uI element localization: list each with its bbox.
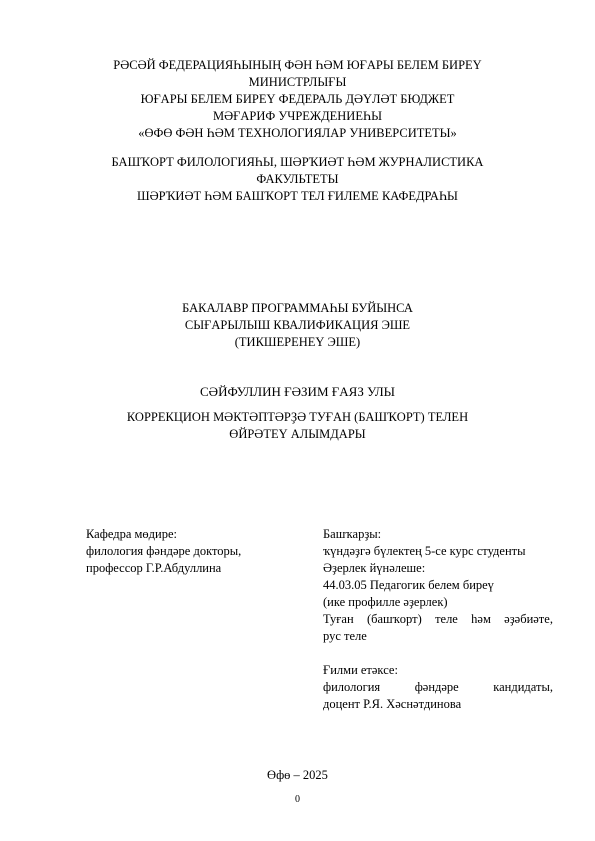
thesis-topic (60, 409, 535, 443)
faculty-line: ШӘРҠИӘТ ҺӘМ БАШҠОРТ ТЕЛ ҒИЛЕМЕ КАФЕДРАҺЫ (137, 189, 458, 203)
work-type-line: СЫҒАРЫЛЫШ КВАЛИФИКАЦИЯ ЭШЕ (184, 318, 411, 332)
ministry-header (60, 57, 535, 142)
topic-line: КОРРЕКЦИОН МӘКТӘПТӘРҘӘ ТУҒАН (БАШҠОРТ) ТЕЛЕН (126, 410, 469, 424)
head-label: Кафедра мөдире: (86, 527, 177, 541)
supervisor-label: Ғилми етәксе: (323, 663, 398, 677)
faculty-header (60, 154, 535, 205)
work-type-line: БАКАЛАВР ПРОГРАММАҺЫ БУЙЫНСА (182, 301, 413, 315)
direction-label: Әҙерлек йүнәлеше: (323, 561, 426, 575)
header-line: «ӨФӨ ФӘН ҺӘМ ТЕХНОЛОГИЯЛАР УНИВЕРСИТЕТЫ» (138, 126, 457, 140)
supervisor-name: доцент Р.Я. Хәснәтдинова (323, 697, 462, 711)
header-line: РӘСӘЙ ФЕДЕРАЦИЯҺЫНЫҢ ФӘН ҺӘМ ЮҒАРЫ БЕЛЕМ БИРЕҮ (113, 58, 482, 72)
city-year: Өфө – 2025 (267, 768, 328, 782)
direction-code: 44.03.05 Педагогик белем биреү (323, 578, 494, 592)
supervisor-degree: филология фәндәре кандидаты, (323, 680, 553, 694)
topic-line: ӨЙРӘТЕҮ АЛЫМДАРЫ (229, 427, 366, 441)
department-head-block (86, 526, 306, 577)
head-name: профессор Г.Р.Абдуллина (86, 561, 222, 575)
work-type (60, 300, 535, 351)
page-number: 0 (295, 794, 300, 805)
author-name: СӘЙФУЛЛИН ҒӘЗИМ ҒАЯЗ УЛЫ (200, 384, 395, 399)
work-type-line: (ТИКШЕРЕНЕҮ ЭШЕ) (234, 335, 361, 349)
student-label: Башҡарҙы: (323, 527, 382, 541)
faculty-line: БАШҠОРТ ФИЛОЛОГИЯҺЫ, ШӘРҠИӘТ ҺӘМ ЖУРНАЛИСТИКА (111, 155, 484, 169)
profile-last-line: рус теле (323, 629, 367, 643)
student-course: ҡүндәҙгә бүлектең 5-се курс студенты (323, 544, 526, 558)
direction-note: (ике профилле әҙерлек) (323, 595, 448, 609)
faculty-line: ФАКУЛЬТЕТЫ (256, 172, 339, 186)
header-line: ЮҒАРЫ БЕЛЕМ БИРЕҮ ФЕДЕРАЛЬ ДӘҮЛӘТ БЮДЖЕТ (140, 92, 455, 106)
student-block (323, 526, 553, 713)
header-line: МӘҒАРИФ УЧРЕЖДЕНИЕҺЫ (212, 109, 382, 123)
header-line: МИНИСТРЛЫҒЫ (248, 75, 347, 89)
profile-line: Туған (башҡорт) теле һәм әҙәбиәте, (323, 612, 553, 626)
head-degree: филология фәндәре докторы, (86, 544, 242, 558)
